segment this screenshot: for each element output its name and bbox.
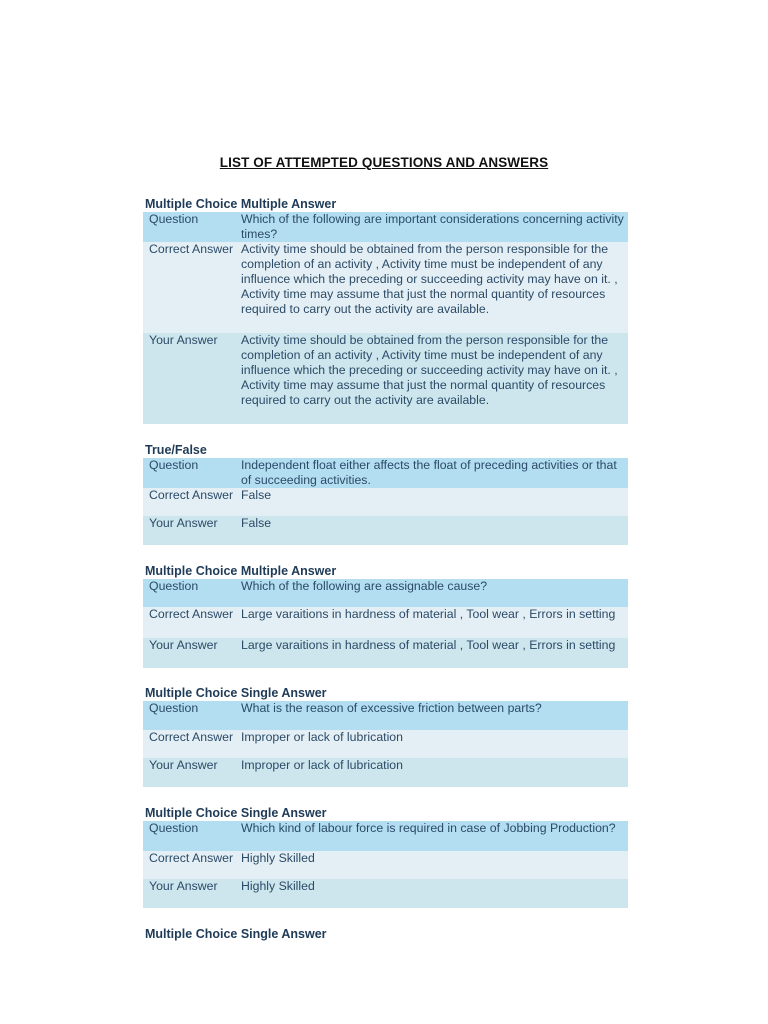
section-heading: Multiple Choice Multiple Answer bbox=[145, 197, 337, 211]
question-text: Which of the following are assignable cause? bbox=[241, 579, 488, 593]
question-row bbox=[143, 701, 628, 730]
correct-answer-row bbox=[143, 488, 628, 516]
question-text: What is the reason of excessive friction between parts? bbox=[241, 701, 542, 715]
correct-answer-text: Improper or lack of lubrication bbox=[241, 730, 403, 744]
correct-answer-row bbox=[143, 242, 628, 333]
your-answer-row bbox=[143, 333, 628, 424]
question-label: Question bbox=[149, 579, 199, 593]
correct-answer-label: Correct Answer bbox=[149, 488, 234, 502]
question-text: Which kind of labour force is required in case of Jobbing Production? bbox=[241, 821, 616, 835]
your-answer-label: Your Answer bbox=[149, 516, 218, 530]
correct-answer-label: Correct Answer bbox=[149, 730, 234, 744]
section-heading: Multiple Choice Multiple Answer bbox=[145, 564, 337, 578]
question-row bbox=[143, 458, 628, 488]
your-answer-text: Activity time should be obtained from the person responsible for the completion of an activity , Activity time must be independent of any influence which the preceding or succeeding activity may have on it. , Activity time may assume that just the normal quantity of resources required to carry out the activity are available. bbox=[241, 333, 618, 407]
question-label: Question bbox=[149, 701, 199, 715]
question-row bbox=[143, 212, 628, 242]
qa-table bbox=[143, 458, 628, 545]
qa-table bbox=[143, 701, 628, 787]
correct-answer-row bbox=[143, 607, 628, 638]
question-text: Independent float either affects the float of preceding activities or that of succeeding activities. bbox=[241, 458, 617, 487]
your-answer-text: Improper or lack of lubrication bbox=[241, 758, 403, 772]
correct-answer-label: Correct Answer bbox=[149, 607, 234, 621]
section-heading: Multiple Choice Single Answer bbox=[145, 806, 327, 820]
your-answer-text: False bbox=[241, 516, 272, 530]
qa-table bbox=[143, 821, 628, 908]
your-answer-row bbox=[143, 758, 628, 787]
question-row bbox=[143, 579, 628, 607]
question-label: Question bbox=[149, 212, 199, 226]
correct-answer-text: Highly Skilled bbox=[241, 851, 315, 865]
question-label: Question bbox=[149, 458, 199, 472]
correct-answer-text: Large varaitions in hardness of material , Tool wear , Errors in setting bbox=[241, 607, 616, 621]
section-heading: Multiple Choice Single Answer bbox=[145, 686, 327, 700]
your-answer-label: Your Answer bbox=[149, 333, 218, 347]
correct-answer-row bbox=[143, 851, 628, 879]
your-answer-label: Your Answer bbox=[149, 638, 218, 652]
qa-table bbox=[143, 579, 628, 668]
correct-answer-label: Correct Answer bbox=[149, 242, 234, 256]
your-answer-label: Your Answer bbox=[149, 758, 218, 772]
qa-table bbox=[143, 212, 628, 424]
section-heading: Multiple Choice Single Answer bbox=[145, 927, 327, 941]
your-answer-row bbox=[143, 638, 628, 668]
question-row bbox=[143, 821, 628, 851]
your-answer-label: Your Answer bbox=[149, 879, 218, 893]
question-label: Question bbox=[149, 821, 199, 835]
page-title: LIST OF ATTEMPTED QUESTIONS AND ANSWERS bbox=[219, 155, 549, 170]
your-answer-text: Large varaitions in hardness of material , Tool wear , Errors in setting bbox=[241, 638, 616, 652]
section-heading: True/False bbox=[145, 443, 207, 457]
correct-answer-label: Correct Answer bbox=[149, 851, 234, 865]
your-answer-row bbox=[143, 879, 628, 908]
correct-answer-text: Activity time should be obtained from the person responsible for the completion of an activity , Activity time must be independent of any influence which the preceding or succeeding activity may have on it. , Activity time may assume that just the normal quantity of resources required to carry out the activity are available. bbox=[241, 242, 618, 316]
your-answer-row bbox=[143, 516, 628, 545]
question-text: Which of the following are important considerations concerning activity times? bbox=[241, 212, 624, 241]
correct-answer-row bbox=[143, 730, 628, 758]
your-answer-text: Highly Skilled bbox=[241, 879, 315, 893]
correct-answer-text: False bbox=[241, 488, 272, 502]
